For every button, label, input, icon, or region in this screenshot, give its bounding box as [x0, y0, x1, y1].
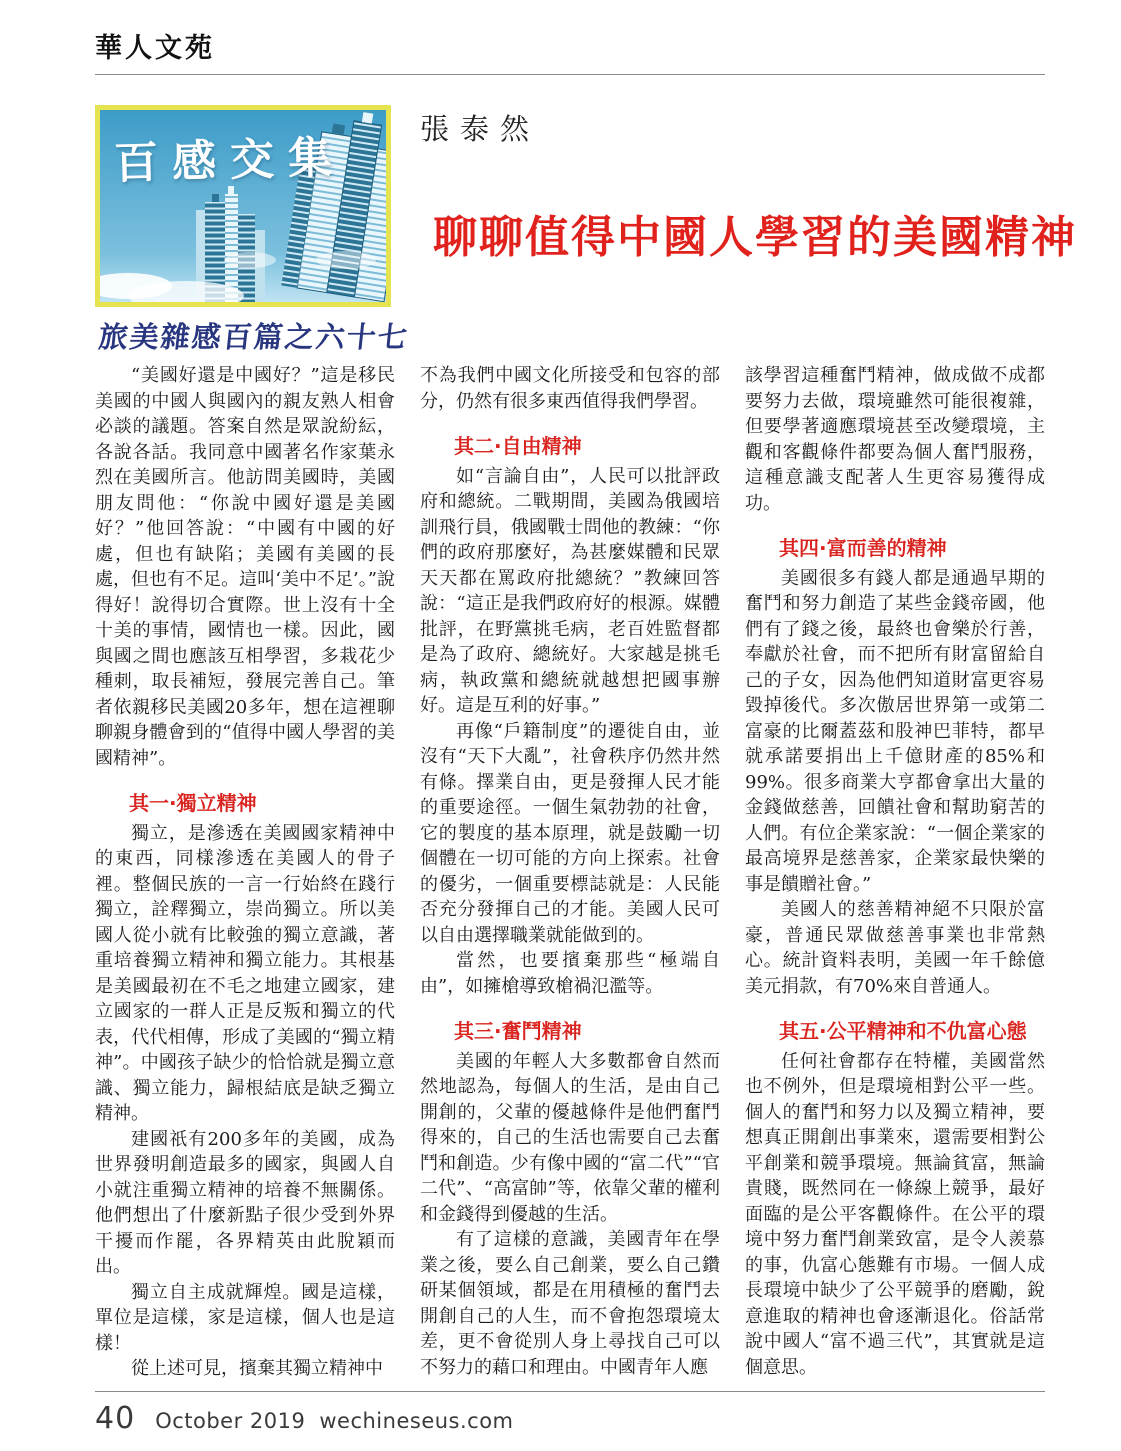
- column-1: [95, 363, 395, 1403]
- section-heading-2: 其二·自由精神: [454, 434, 582, 458]
- paragraph: 該學習這種奮鬥精神，做成做不成都要努力去做，環境雖然可能很複雜，但要學著適應環境甚至改變環境，主觀和客觀條件都要為個人奮鬥服務，這種意識支配著人生更容易獲得成功。: [745, 365, 1045, 514]
- section-heading-3: 其三·奮鬥精神: [454, 1019, 582, 1043]
- column-logo-photo: [95, 105, 391, 307]
- page-number: 40: [95, 1401, 136, 1436]
- paragraph: 再像“戶籍制度”的遷徙自由，並沒有“天下大亂”，社會秩序仍然井然有條。擇業自由，更是發揮人民才能的重要途徑。一個生氣勃勃的社會，它的製度的基本原理，就是鼓勵一切個體在一切可能的方向上探索。社會的優劣，一個重要標誌就是：人民能否充分發揮自己的才能。美國人民可以自由選擇職業就能做到的。: [420, 720, 720, 946]
- paragraph: 有了這樣的意識，美國青年在學業之後，要么自己創業，要么自己鑽研某個領域，都是在用積極的奮鬥去開創自己的人生，而不會抱怨環境太差，更不會從別人身上尋找自己可以不努力的藉口和理由。中國青年人應: [420, 1229, 720, 1378]
- header-rule: [95, 74, 1045, 75]
- section-heading-5: 其五·公平精神和不仇富心態: [779, 1019, 1027, 1043]
- paragraph: 任何社會都存在特權，美國當然也不例外，但是環境相對公平一些。個人的奮鬥和努力以及獨立精神，要想真正開創出事業來，還需要相對公平創業和競爭環境。無論貧富，無論貴賤，既然同在一條線上競爭，最好面臨的是公平客觀條件。在公平的環境中努力奮鬥創業致富，是令人羨慕的事，仇富心態難有市場。一個人成長環境中缺少了公平競爭的磨勵，銳意進取的精神也會逐漸退化。俗話常說中國人“富不過三代”，其實就是這個意思。: [745, 1050, 1045, 1378]
- paragraph: 不為我們中國文化所接受和包容的部分，仍然有很多東西值得我們學習。: [420, 365, 720, 412]
- masthead: [95, 105, 1077, 354]
- paragraph: 如“言論自由”，人民可以批評政府和總統。二戰期間，美國為俄國培訓飛行員，俄國戰士問他的教練：“你們的政府那麼好，為甚麼媒體和民眾天天都在罵政府批總統？”教練回答說：“這正是我們政府好的根源。媒體批評，在野黨挑毛病，老百姓監督都是為了政府、總統好。大家越是挑毛病，執政黨和總統就越想把國事辦好。這是互利的好事。”: [420, 465, 720, 716]
- paragraph: “美國好還是中國好？”這是移民美國的中國人與國內的親友熟人相會必談的議題。答案自然是眾說紛紜，各說各話。我同意中國著名作家葉永烈在美國所言。他訪問美國時，美國朋友問他：“你說中國好還是美國好？”他回答說：“中國有中國的好處，但也有缺陷；美國有美國的長處，但也有不足。這叫‘美中不足’。”說得好！說得切合實際。世上沒有十全十美的事情，國情也一樣。因此，國與國之間也應該互相學習，多栽花少種刺，取長補短，發展完善自己。筆者依親移民美國20多年，想在這裡聊聊親身體會到的“值得中國人學習的美國精神”。: [95, 365, 395, 769]
- paragraph: 建國祇有200多年的美國，成為世界發明創造最多的國家，與國人自小就注重獨立精神的培養不無關係。他們想出了什麼新點子很少受到外界干擾而作罷，各界精英由此脫穎而出。: [95, 1128, 395, 1277]
- photo-calligraphy-text: 百感交集: [113, 132, 347, 190]
- series-caption: 旅美雜感百篇之六十七: [97, 320, 411, 354]
- column-3: [745, 363, 1045, 1403]
- author-name: 張泰然: [420, 112, 541, 146]
- paragraph: 美國很多有錢人都是通過早期的奮鬥和努力創造了某些金錢帝國，他們有了錢之後，最終也會樂於行善，奉獻於社會，而不把所有財富留給自己的子女，因為他們知道財富更容易毀掉後代。多次傲居世界第一或第二富豪的比爾蓋茲和股神巴菲特，都早就承諾要捐出上千億財產的85%和99%。很多商業大亨都會拿出大量的金錢做慈善，回饋社會和幫助窮苦的人們。有位企業家說：“一個企業家的最高境界是慈善家，企業家最快樂的事是饋贈社會。”: [745, 567, 1045, 895]
- paragraph: 從上述可見，擯棄其獨立精神中: [131, 1358, 383, 1379]
- page-footer: [95, 1391, 1045, 1436]
- paragraph: 獨立自主成就輝煌。國是這樣，單位是這樣，家是這樣，個人也是這樣！: [95, 1281, 395, 1354]
- website-url: wechineseus.com: [319, 1409, 514, 1433]
- paragraph: 美國人的慈善精神絕不只限於富豪，普通民眾做慈善事業也非常熱心。統計資料表明，美國一年千餘億美元捐款，有70%來自普通人。: [745, 899, 1045, 997]
- section-heading-4: 其四·富而善的精神: [779, 536, 947, 560]
- paragraph: 美國的年輕人大多數都會自然而然地認為，每個人的生活，是由自己開創的，父輩的優越條件是他們奮鬥得來的，自己的生活也需要自己去奮鬥和創造。少有像中國的“富二代”“官二代”、“高富帥”等，依靠父輩的權利和金錢得到優越的生活。: [420, 1050, 720, 1225]
- section-title: 華人文苑: [95, 33, 215, 64]
- paragraph: 獨立，是滲透在美國國家精神中的東西，同樣滲透在美國人的骨子裡。整個民族的一言一行始終在踐行獨立，詮釋獨立，崇尚獨立。所以美國人從小就有比較強的獨立意識，著重培養獨立精神和獨立能力。其根基是美國最初在不毛之地建立國家，建立國家的一群人正是反叛和獨立的代表，代代相傳，形成了美國的“獨立精神”。中國孩子缺少的恰恰就是獨立意識、獨立能力，歸根結底是缺乏獨立精神。: [95, 822, 395, 1124]
- article-body: [95, 363, 1045, 1403]
- issue-date: October 2019: [155, 1409, 306, 1433]
- paragraph: 當然，也要擯棄那些“極端自由”，如擁槍導致槍禍氾濫等。: [420, 950, 720, 997]
- column-2: [420, 363, 720, 1403]
- section-heading-1: 其一·獨立精神: [129, 791, 257, 815]
- article-title: 聊聊值得中國人學習的美國精神: [433, 212, 1077, 263]
